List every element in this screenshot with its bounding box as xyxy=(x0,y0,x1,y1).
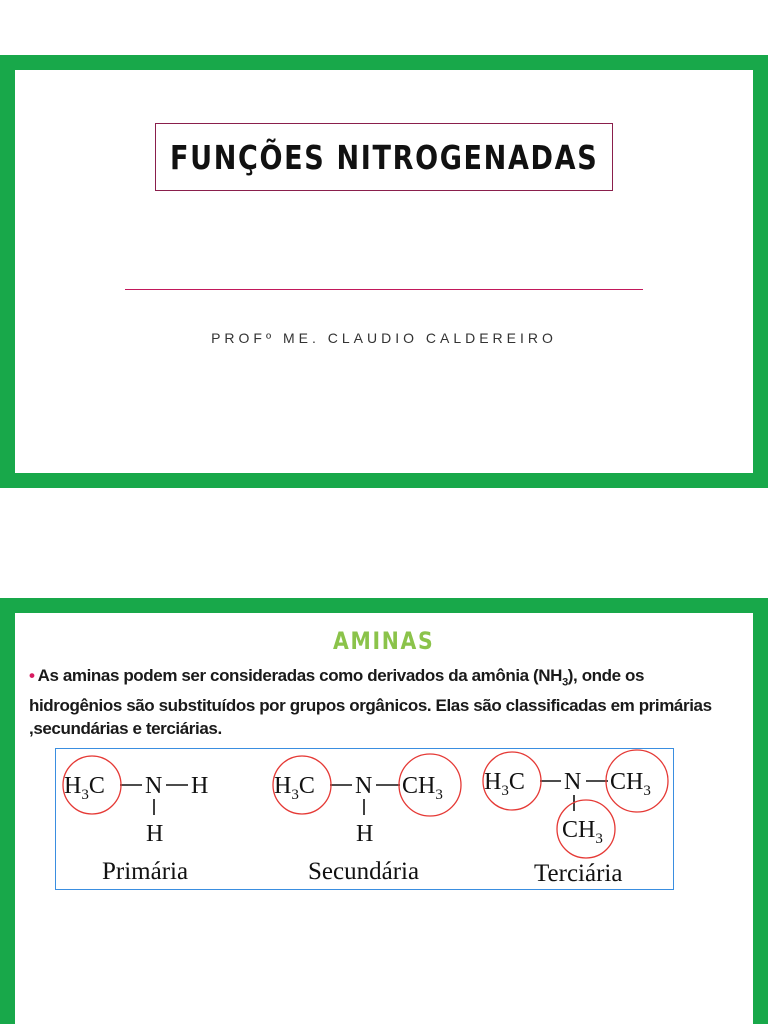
bullet-dot-icon: • xyxy=(29,666,35,685)
title-slide-content xyxy=(15,70,753,473)
label-primary: Primária xyxy=(102,858,189,885)
label-tertiary: Terciária xyxy=(534,860,623,887)
slide-title: FUNÇÕES NITROGENADAS xyxy=(169,137,599,177)
svg-text:CH3: $CH_3$ xyxy=(562,817,603,847)
title-slide xyxy=(0,55,768,488)
title-divider xyxy=(125,289,643,290)
title-box xyxy=(155,123,613,191)
svg-text:H: H xyxy=(146,821,164,847)
amine-structures-svg xyxy=(56,749,673,889)
svg-text:N: N xyxy=(355,773,373,799)
bullet-subscript: 3 xyxy=(562,676,568,689)
bullet-text-end: ), onde os hidrogênios são substituídos por grupos orgânicos. Elas são classificadas em primárias ,secundárias e terciárias. xyxy=(29,666,712,739)
svg-text:H3C: $H_3C$ xyxy=(64,773,105,803)
label-secondary: Secundária xyxy=(308,858,420,885)
svg-text:H: H xyxy=(191,773,209,799)
amine-structures-figure xyxy=(55,748,674,890)
svg-text:N: N xyxy=(145,773,163,799)
svg-text:H3C: $H_3C$ xyxy=(484,769,525,799)
aminas-slide-content xyxy=(15,613,753,1024)
tertiary-amine-structure xyxy=(483,750,668,887)
section-heading: AMINAS xyxy=(333,627,435,655)
bullet-paragraph xyxy=(29,664,729,740)
svg-text:H3C: $H_3C$ xyxy=(274,773,315,803)
author-subtitle: PROFº ME. CLAUDIO CALDEREIRO xyxy=(211,330,557,346)
svg-text:H: H xyxy=(356,821,374,847)
svg-text:CH3: $CH_3$ xyxy=(610,769,651,799)
secondary-amine-structure xyxy=(273,754,461,885)
bullet-text-start: As aminas podem ser consideradas como derivados da amônia (NH xyxy=(37,666,563,685)
svg-text:N: N xyxy=(564,769,582,795)
aminas-slide xyxy=(0,598,768,1024)
svg-text:CH3: $CH_3$ xyxy=(402,773,443,803)
primary-amine-structure xyxy=(63,756,208,885)
